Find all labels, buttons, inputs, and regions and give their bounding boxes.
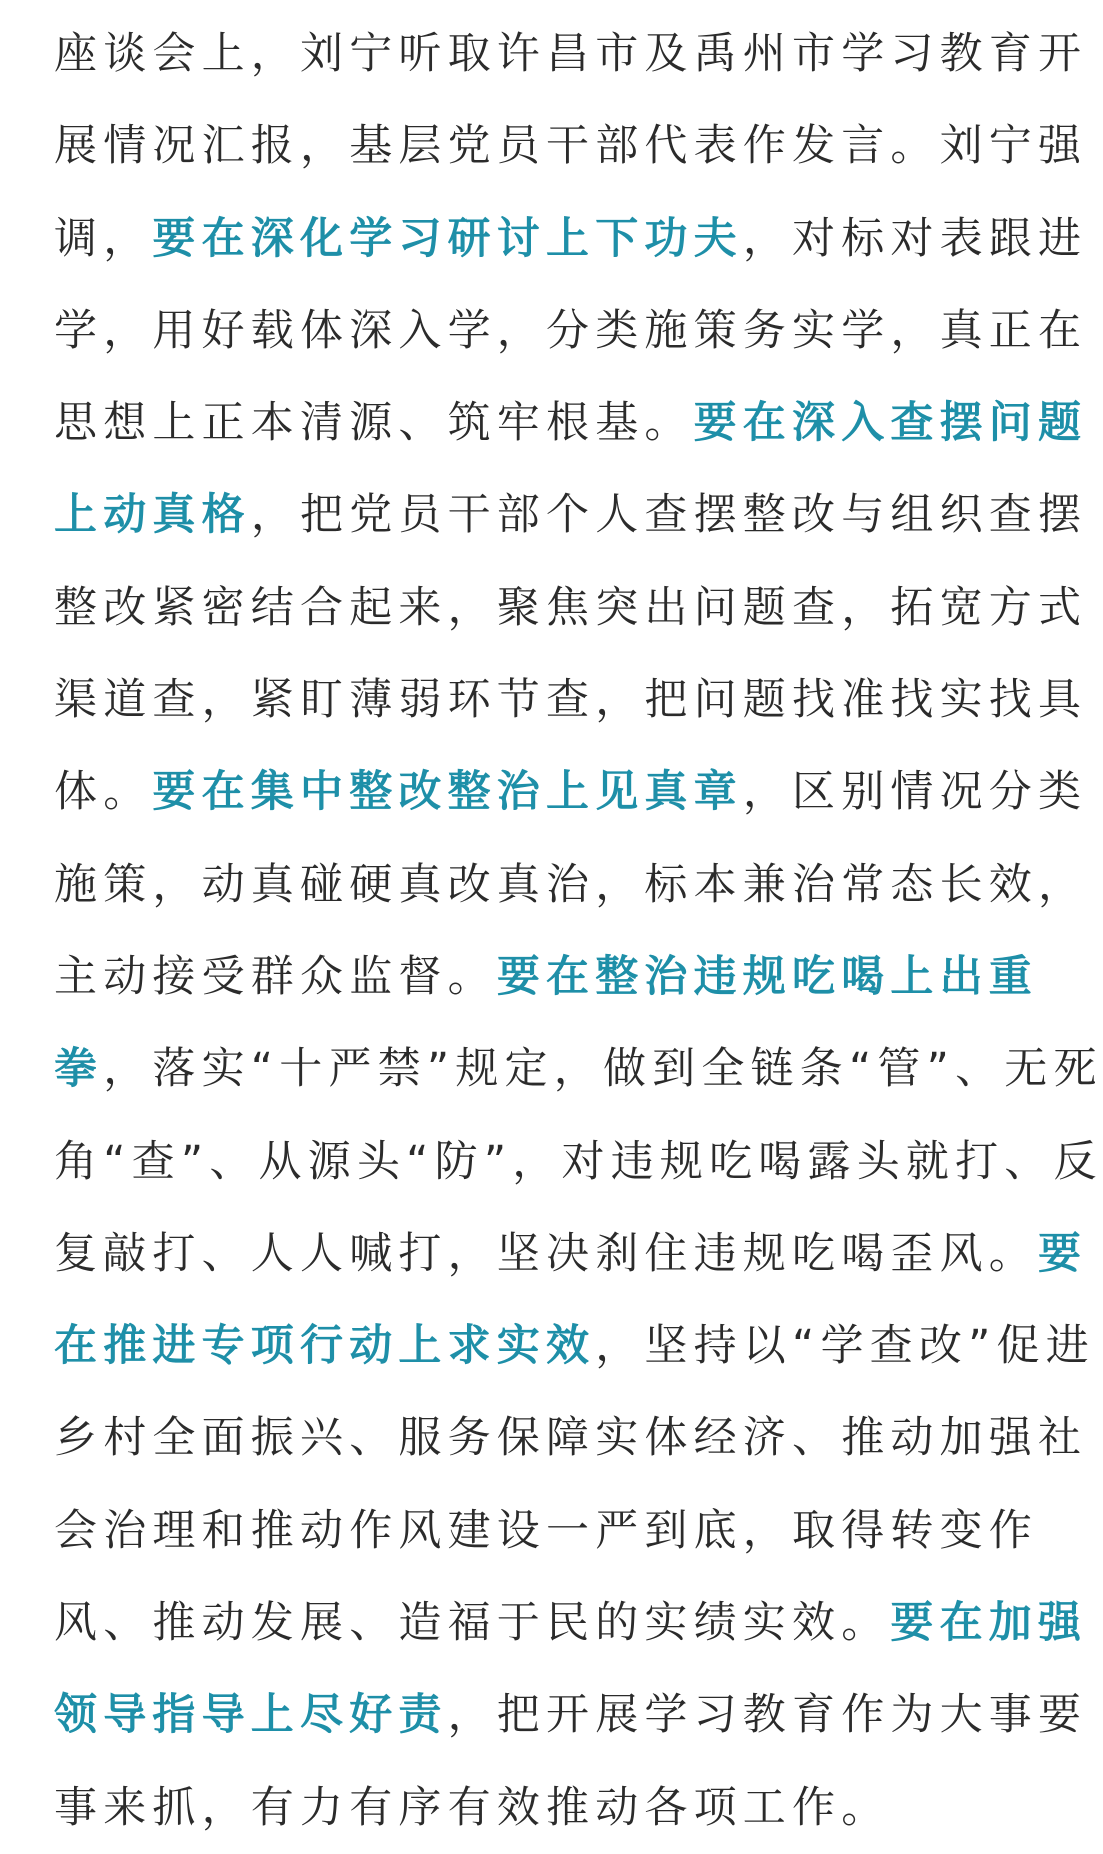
text-line	[54, 1023, 1103, 1115]
text-line	[54, 1577, 1088, 1669]
body-text: 风、推动发展、造福于民的实绩实效。	[54, 1598, 891, 1649]
highlight-phrase: 拳	[54, 1044, 104, 1095]
text-line	[54, 1485, 1038, 1577]
body-text: 学，用好载体深入学，分类施策务实学，真正在	[54, 305, 1088, 356]
highlight-phrase: 要	[1038, 1228, 1088, 1279]
body-text: 渠道查，紧盯薄弱环节查，把问题找准找实找具	[54, 675, 1088, 726]
body-text: ，把党员干部个人查摆整改与组织查摆	[250, 490, 1088, 541]
text-line	[54, 285, 1088, 377]
body-text: 复敲打、人人喊打，坚决刹住违规吃喝歪风。	[54, 1228, 1038, 1279]
text-line	[54, 1762, 1026, 1854]
body-text: 体。	[54, 767, 153, 818]
highlight-phrase: 领导指导上尽好责	[54, 1690, 448, 1741]
body-text: ，对标对表跟进	[742, 213, 1088, 264]
body-text: ，把开展学习教育作为大事要	[447, 1690, 1088, 1741]
text-line	[54, 839, 1088, 931]
text-line	[54, 1669, 1088, 1761]
body-text: ，区别情况分类	[742, 767, 1088, 818]
text-line	[54, 1300, 1095, 1392]
text-line	[54, 469, 1088, 561]
text-line	[54, 746, 1088, 838]
highlight-phrase: 要在整治违规吃喝上出重	[496, 951, 1039, 1002]
body-text: 施策，动真碰硬真改真治，标本兼治常态长效，	[54, 859, 1088, 910]
body-text: 主动接受群众监督。	[54, 951, 497, 1002]
highlight-phrase: 要在集中整改整治上见真章	[152, 767, 743, 818]
text-line	[54, 1208, 1088, 1300]
highlight-phrase: 上动真格	[54, 490, 251, 541]
text-line	[54, 654, 1088, 746]
body-text: 事来抓，有力有序有效推动各项工作。	[54, 1782, 891, 1833]
text-line	[54, 193, 1088, 285]
body-text: 展情况汇报，基层党员干部代表作发言。刘宁强	[54, 121, 1088, 172]
body-text: 整改紧密结合起来，聚焦突出问题查，拓宽方式	[54, 582, 1088, 633]
body-text: 会治理和推动作风建设一严到底，取得转变作	[54, 1505, 1038, 1556]
text-line	[54, 562, 1088, 654]
text-line	[54, 8, 1088, 100]
highlight-phrase: 要在深入查摆问题	[693, 398, 1088, 449]
text-line	[54, 931, 1039, 1023]
body-text: 思想上正本清源、筑牢根基。	[54, 398, 694, 449]
text-line	[54, 1116, 1103, 1208]
body-text: ，落实“十严禁”规定，做到全链条“管”、无死	[103, 1044, 1103, 1095]
highlight-phrase: 要在加强	[890, 1598, 1088, 1649]
text-line	[54, 1392, 1088, 1484]
body-text: ，坚持以“学查改”促进	[595, 1321, 1095, 1372]
highlight-phrase: 在推进专项行动上求实效	[54, 1321, 596, 1372]
body-text: 乡村全面振兴、服务保障实体经济、推动加强社	[54, 1413, 1088, 1464]
highlight-phrase: 要在深化学习研讨上下功夫	[152, 213, 743, 264]
body-text: 角“查”、从源头“防”，对违规吃喝露头就打、反	[54, 1136, 1103, 1187]
body-text: 座谈会上，刘宁听取许昌市及禹州市学习教育开	[54, 29, 1088, 79]
body-text: 调，	[54, 213, 153, 264]
text-line	[54, 377, 1088, 469]
text-line	[54, 100, 1088, 192]
